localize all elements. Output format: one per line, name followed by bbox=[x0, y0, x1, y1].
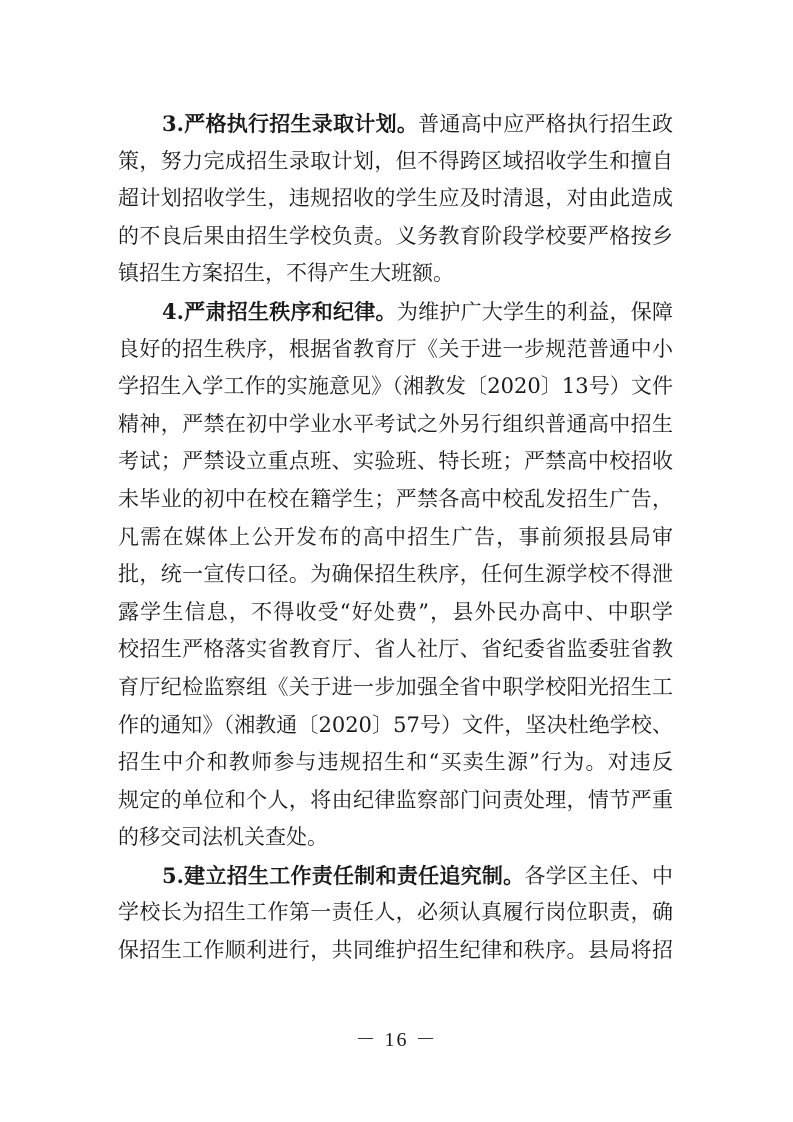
paragraph-3-line-5: 镇招生方案招生，不得产生大班额。 bbox=[118, 261, 454, 286]
paragraph-4-line-5: 考试；严禁设立重点班、实验班、特长班；严禁高中校招收 bbox=[118, 449, 673, 474]
paragraph-4-line-15: 的移交司法机关查处。 bbox=[118, 825, 328, 850]
paragraph-3-line-2: 策，努力完成招生录取计划，但不得跨区域招收学生和擅自 bbox=[118, 148, 673, 173]
paragraph-4-line-2: 良好的招生秩序，根据省教育厅《关于进一步规范普通中小 bbox=[118, 336, 673, 361]
paragraph-5-line-2: 学校长为招生工作第一责任人，必须认真履行岗位职责，确 bbox=[118, 900, 673, 925]
paragraph-4-line-12: 作的通知》（湘教通〔2020〕57号）文件，坚决杜绝学校、 bbox=[118, 712, 673, 737]
paragraph-4-line-8: 批，统一宣传口径。为确保招生秩序，任何生源学校不得泄 bbox=[118, 562, 673, 587]
paragraph-4-line-4: 精神，严禁在初中学业水平考试之外另行组织普通高中招生 bbox=[118, 411, 673, 436]
section-5-heading: 5.建立招生工作责任制和责任追究制。 bbox=[162, 862, 525, 888]
paragraph-3-text: 普通高中应严格执行招生政 bbox=[418, 112, 673, 136]
paragraph-3-line-1 bbox=[118, 105, 673, 143]
paragraph-4-line-6: 未毕业的初中在校在籍学生；严禁各高中校乱发招生广告， bbox=[118, 486, 673, 511]
paragraph-4-line-14: 规定的单位和个人，将由纪律监察部门问责处理，情节严重 bbox=[118, 787, 673, 812]
paragraph-4-line-13: 招生中介和教师参与违规招生和“买卖生源”行为。对违反 bbox=[118, 750, 673, 775]
paragraph-5-text: 各学区主任、中 bbox=[524, 863, 673, 888]
page-number: － 16 － bbox=[355, 1029, 438, 1051]
paragraph-4-text: 为维护广大学生的利益，保障 bbox=[396, 299, 673, 324]
paragraph-4-line-1 bbox=[118, 293, 673, 331]
section-3-heading: 3.严格执行招生录取计划。 bbox=[162, 111, 419, 136]
paragraph-3-line-4: 的不良后果由招生学校负责。义务教育阶段学校要严格按乡 bbox=[118, 223, 673, 248]
paragraph-5-line-1 bbox=[118, 857, 673, 895]
paragraph-4-line-7: 凡需在媒体上公开发布的高中招生广告，事前须报县局审 bbox=[118, 524, 673, 549]
paragraph-5-line-3: 保招生工作顺利进行，共同维护招生纪律和秩序。县局将招 bbox=[118, 938, 673, 963]
paragraph-4-line-9: 露学生信息，不得收受“好处费”，县外民办高中、中职学 bbox=[118, 599, 673, 624]
paragraph-4-line-10: 校招生严格落实省教育厅、省人社厅、省纪委省监委驻省教 bbox=[118, 637, 673, 662]
paragraph-3-line-3: 超计划招收学生，违规招收的学生应及时清退，对由此造成 bbox=[118, 186, 673, 211]
paragraph-4-line-3: 学招生入学工作的实施意见》（湘教发〔2020〕13号）文件 bbox=[118, 374, 673, 399]
paragraph-4-line-11: 育厅纪检监察组《关于进一步加强全省中职学校阳光招生工 bbox=[118, 674, 673, 699]
section-4-heading: 4.严肃招生秩序和纪律。 bbox=[162, 298, 397, 324]
body-text bbox=[118, 105, 673, 970]
